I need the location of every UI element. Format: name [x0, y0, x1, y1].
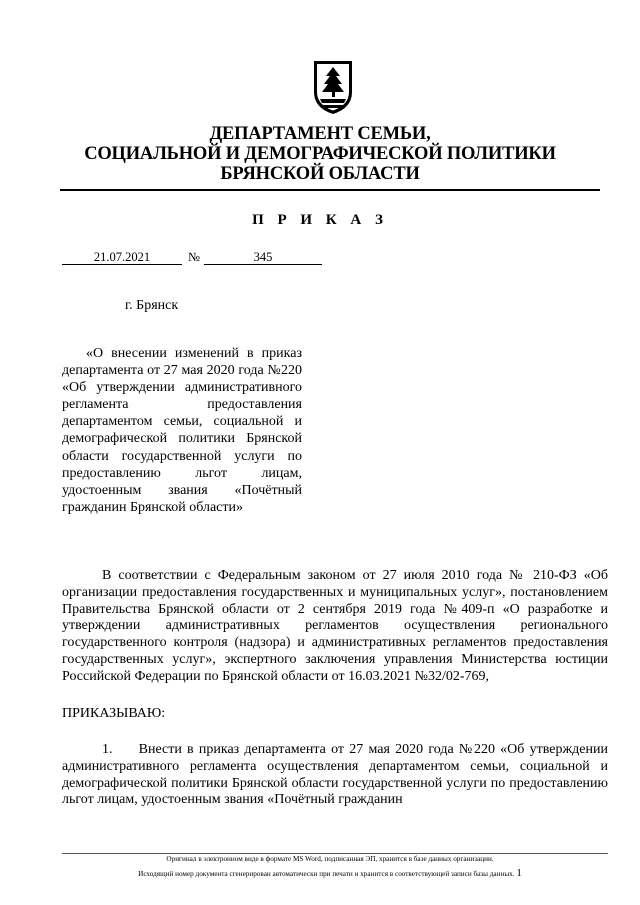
org-line-2: СОЦИАЛЬНОЙ И ДЕМОГРАФИЧЕСКОЙ ПОЛИТИКИ: [84, 144, 556, 164]
footer-note-2: [0, 867, 640, 879]
org-line-3: БРЯНСКОЙ ОБЛАСТИ: [220, 164, 420, 184]
footer-note-2-text: Исходящий номер документа сгенерирован автоматически при печати и хранится в соответствующей записи базы данных.: [138, 870, 515, 878]
preamble-paragraph: В соответствии с Федеральным законом от 27 июля 2010 года № 210-ФЗ «Об организации предоставления государственных и муниципальных услуг», постановлением Правительства Брянской области от 2 сентября 2019 года №409-п «О разработке и утверждении административных регламентов осуществления регионального государственного контроля (надзора) и административных регламентов предоставления государственных услуг», экспертного заключения управления Министерства юстиции Российской Федерации по Брянской области от 16.03.2021 №32/02-769,: [62, 568, 608, 684]
order-command: ПРИКАЗЫВАЮ:: [62, 706, 166, 721]
page-number: 1: [516, 867, 522, 879]
header-divider: [60, 189, 600, 191]
org-line-1: ДЕПАРТАМЕНТ СЕМЬИ,: [209, 124, 431, 144]
document-subject: «О внесении изменений в приказ департамента от 27 мая 2020 года №220 «Об утверждении административного регламента предоставления департаментом семьи, социальной и демографической политики Брянской области государственной услуги по предоставлению льгот лицам, удостоенным звания «Почётный гражданин Брянской области»: [62, 346, 302, 515]
document-date: 21.07.2021: [62, 250, 182, 265]
coat-of-arms-icon: [311, 58, 355, 116]
footer-divider: [62, 853, 608, 854]
organization-name: [60, 124, 580, 184]
city: г. Брянск: [125, 298, 179, 313]
footer-note-1: Оригинал в электронном виде в формате MS Word, подписанная ЭП, хранится в базе данных организации.: [166, 855, 494, 863]
order-item-1: 1. Внести в приказ департамента от 27 мая 2020 года №220 «Об утверждении административного регламента осуществления департаментом семьи, социальной и демографической политики Брянской области государственной услуги по предоставлению льгот лицам, удостоенным звания «Почётный гражданин: [62, 742, 608, 808]
document-type: П Р И К А З: [252, 212, 388, 228]
number-sign: №: [188, 250, 200, 264]
document-number: 345: [204, 250, 322, 265]
